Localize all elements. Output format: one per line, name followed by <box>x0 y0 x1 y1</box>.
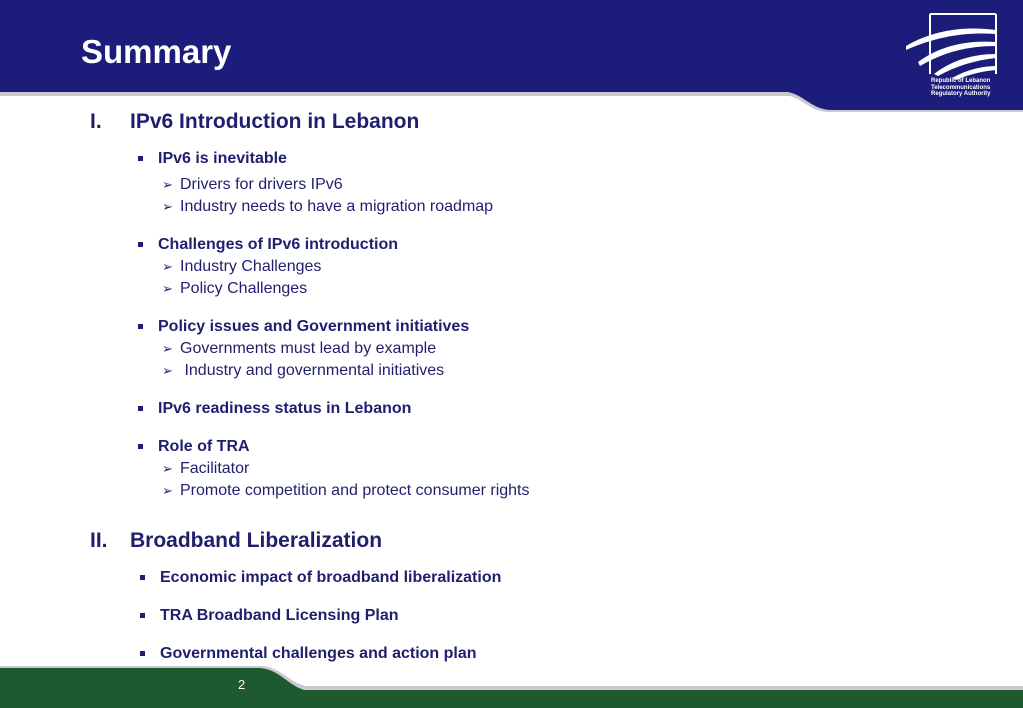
square-bullet-icon <box>140 575 145 580</box>
page-number: 2 <box>238 677 246 692</box>
arrowhead-bullet-icon: ➢ <box>162 281 173 296</box>
arrowhead-bullet-icon: ➢ <box>162 177 173 192</box>
square-bullet-icon <box>140 613 145 618</box>
bullet-text: Economic impact of broadband liberalization <box>160 569 502 586</box>
square-bullet-icon <box>138 324 143 329</box>
square-bullet-icon <box>138 406 143 411</box>
section-number: II. <box>90 529 108 552</box>
square-bullet-icon <box>138 242 143 247</box>
slide-title: Summary <box>81 33 232 70</box>
sub-text: Governments must lead by example <box>180 340 437 357</box>
bullet-text: Policy issues and Government initiatives <box>158 318 470 335</box>
bullet-text: Role of TRA <box>158 438 250 455</box>
section-title: Broadband Liberalization <box>130 529 383 552</box>
arrowhead-bullet-icon: ➢ <box>162 259 173 274</box>
bullet-text: Governmental challenges and action plan <box>160 645 477 662</box>
bullet-text: Challenges of IPv6 introduction <box>158 236 399 253</box>
sub-text: Industry needs to have a migration roadmap <box>180 198 494 215</box>
section-title: IPv6 Introduction in Lebanon <box>130 110 420 133</box>
footer-band <box>0 666 1023 708</box>
square-bullet-icon <box>138 156 143 161</box>
square-bullet-icon <box>138 444 143 449</box>
arrowhead-bullet-icon: ➢ <box>162 363 173 378</box>
sub-text: Promote competition and protect consumer rights <box>180 482 530 499</box>
arrowhead-bullet-icon: ➢ <box>162 461 173 476</box>
arrowhead-bullet-icon: ➢ <box>162 199 173 214</box>
bullet-text: IPv6 readiness status in Lebanon <box>158 400 412 417</box>
logo-line: Republic of Lebanon <box>931 78 991 84</box>
arrowhead-bullet-icon: ➢ <box>162 483 173 498</box>
footer-background <box>0 666 1023 708</box>
section-number: I. <box>90 110 102 133</box>
sub-text: Industry and governmental initiatives <box>180 362 445 379</box>
sub-text: Facilitator <box>180 460 250 477</box>
logo-line: Regulatory Authority <box>931 91 991 97</box>
square-bullet-icon <box>140 651 145 656</box>
logo-caption <box>931 78 1021 98</box>
sub-text: Policy Challenges <box>180 280 308 297</box>
sub-text: Drivers for drivers IPv6 <box>180 176 343 193</box>
arrowhead-bullet-icon: ➢ <box>162 341 173 356</box>
bullet-text: IPv6 is inevitable <box>158 150 287 167</box>
sub-text: Industry Challenges <box>180 258 322 275</box>
logo-line: Telecommunications <box>931 84 991 91</box>
bullet-text: TRA Broadband Licensing Plan <box>160 607 399 624</box>
